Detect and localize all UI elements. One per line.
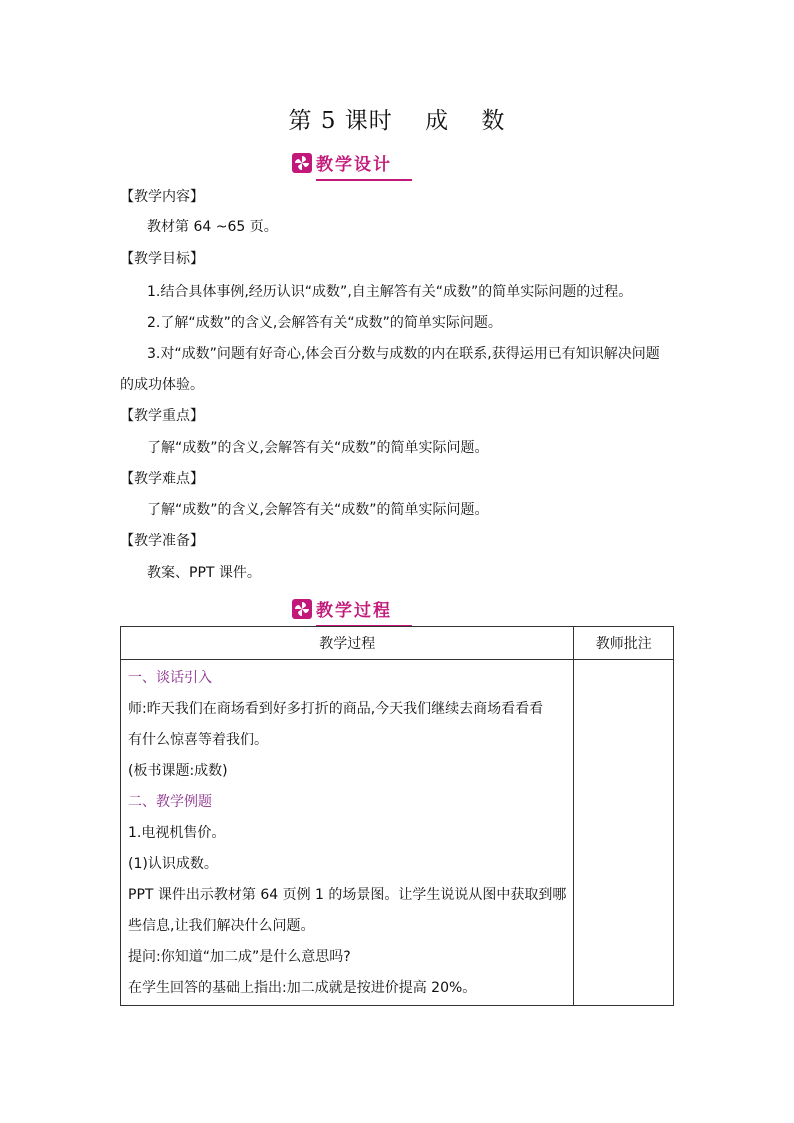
teacher-notes-cell [574, 660, 674, 1006]
pinwheel-icon [292, 599, 312, 619]
banner-label: 教学过程 [316, 600, 392, 621]
text-line: 提问:你知道“加二成”是什么意思吗? [128, 949, 351, 965]
text-line: 有什么惊喜等着我们。 [128, 732, 268, 748]
prep-text: 教案、PPT 课件。 [147, 565, 261, 581]
goals-heading: 【教学目标】 [120, 251, 204, 267]
key-text: 了解“成数”的含义,会解答有关“成数”的简单实际问题。 [147, 440, 489, 456]
section-heading: 二、教学例题 [128, 794, 212, 810]
difficult-text: 了解“成数”的含义,会解答有关“成数”的简单实际问题。 [147, 502, 489, 518]
banner-teaching-design [292, 148, 414, 178]
content-text: 教材第 64 ~65 页。 [147, 219, 278, 235]
text-line: (1)认识成数。 [128, 856, 218, 872]
process-content [122, 661, 572, 1004]
col-header-notes: 教师批注 [574, 627, 674, 660]
text-line: (板书课题:成数) [128, 763, 228, 779]
goal-3-cont: 的成功体验。 [120, 377, 204, 393]
text-line: 些信息,让我们解决什么问题。 [128, 918, 315, 934]
goal-1: 1.结合具体事例,经历认识“成数”,自主解答有关“成数”的简单实际问题的过程。 [147, 284, 633, 300]
banner-label: 教学设计 [316, 154, 392, 175]
col-header-process: 教学过程 [121, 627, 574, 660]
text-line: PPT 课件出示教材第 64 页例 1 的场景图。让学生说说从图中获取到哪 [128, 887, 567, 903]
key-heading: 【教学重点】 [120, 408, 204, 424]
prep-heading: 【教学准备】 [120, 533, 204, 549]
section-heading: 一、谈话引入 [128, 670, 212, 686]
banner-teaching-process [292, 594, 414, 624]
text-line: 在学生回答的基础上指出:加二成就是按进价提高 20%。 [128, 980, 477, 996]
process-table [120, 626, 674, 1006]
difficult-heading: 【教学难点】 [120, 471, 204, 487]
text-line: 师:昨天我们在商场看到好多打折的商品,今天我们继续去商场看看看 [128, 701, 544, 717]
pinwheel-icon [292, 153, 312, 173]
content-heading: 【教学内容】 [120, 189, 204, 205]
text-line: 1.电视机售价。 [128, 825, 226, 841]
goal-2: 2.了解“成数”的含义,会解答有关“成数”的简单实际问题。 [147, 315, 502, 331]
goal-3: 3.对“成数”问题有好奇心,体会百分数与成数的内在联系,获得运用已有知识解决问题 [147, 346, 660, 362]
lesson-title: 第 5 课时 成 数 [288, 108, 506, 134]
